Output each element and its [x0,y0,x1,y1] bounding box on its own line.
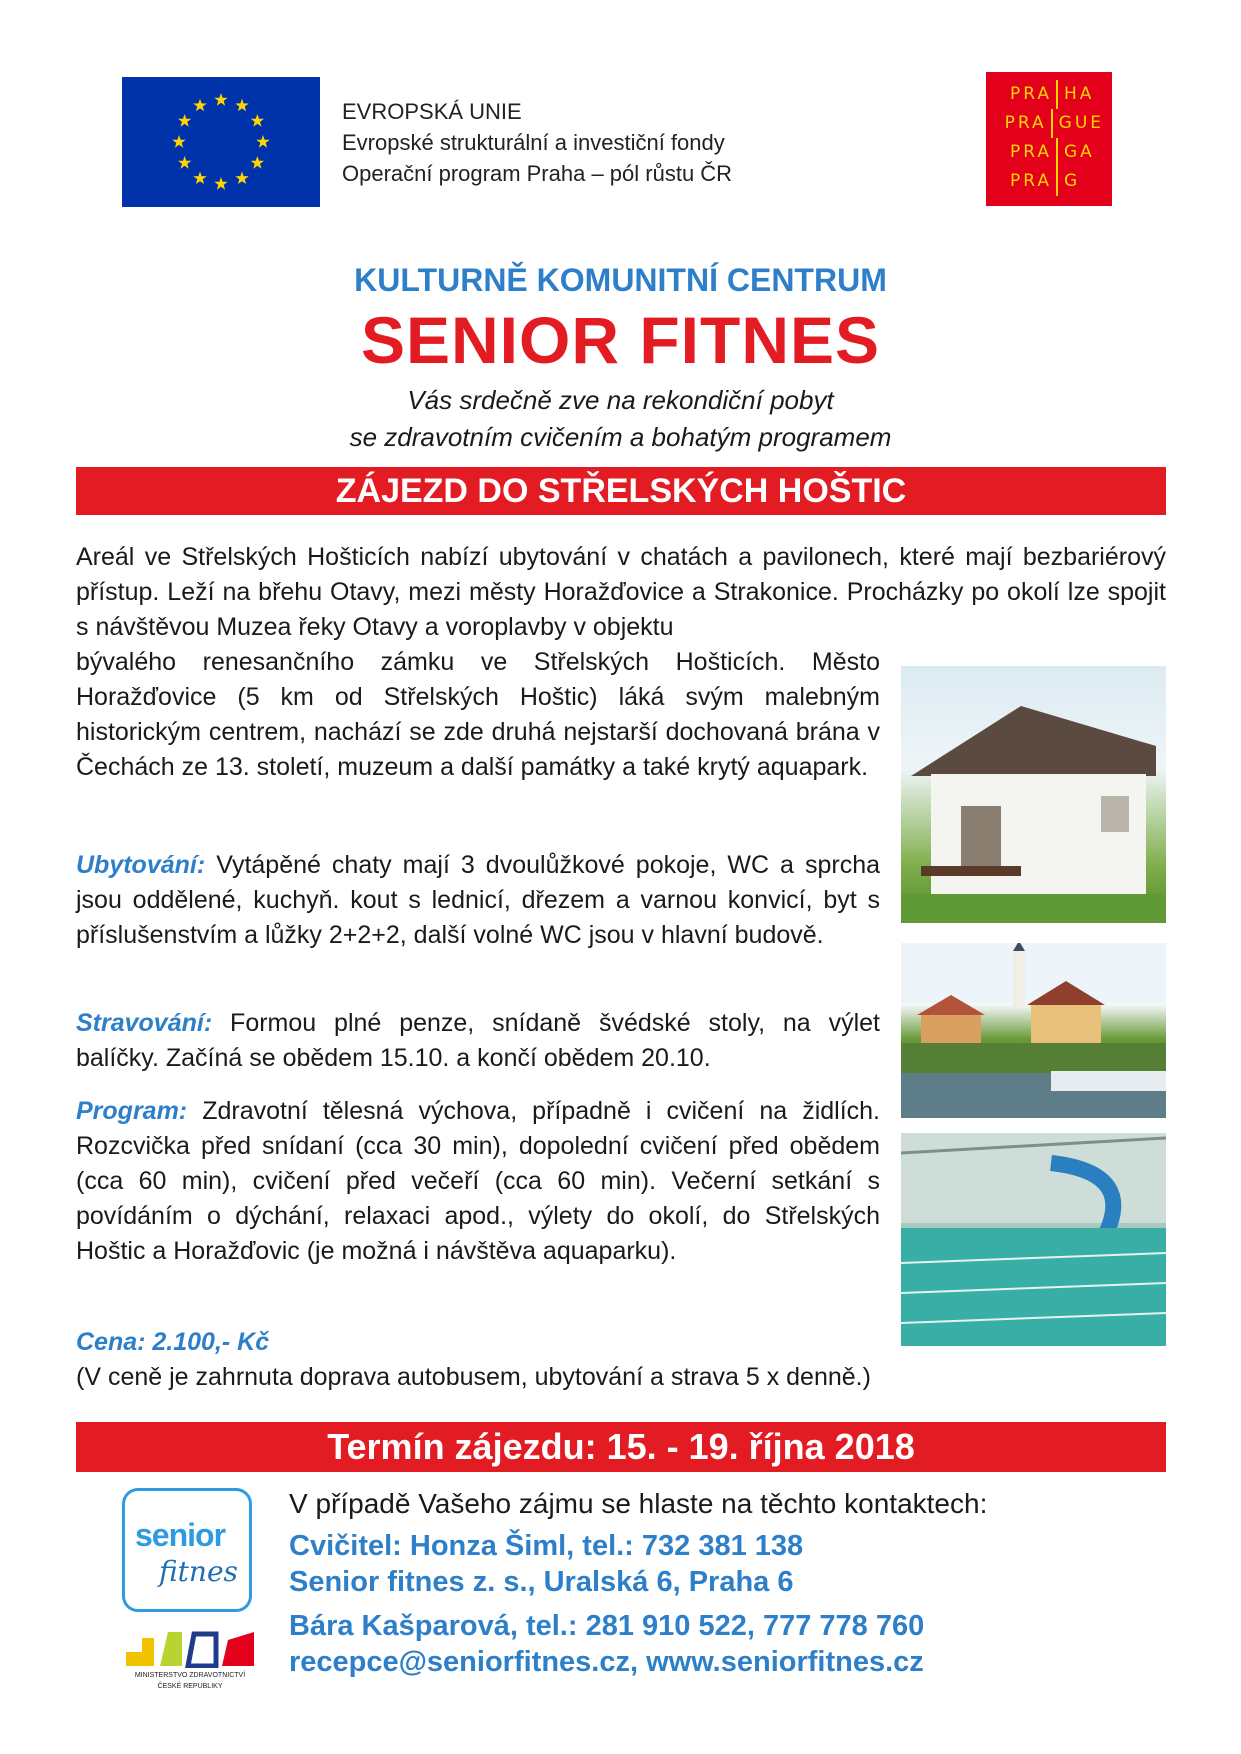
trip-banner: ZÁJEZD DO STŘELSKÝCH HOŠTIC [76,467,1166,515]
ministry-line: MINISTERSTVO ZDRAVOTNICTVÍ [134,1672,246,1679]
eu-star-icon [178,114,191,127]
price-section [76,1325,1166,1395]
praha-logo-right: G [1064,171,1081,191]
contact-instructor: Cvičitel: Honza Šiml, tel.: 732 381 138 [289,1530,804,1562]
ministry-emblem-icon [124,1628,256,1668]
accommodation-label: Ubytování: [76,851,206,879]
eu-star-icon [193,171,206,184]
eu-star-icon [235,171,248,184]
invitation-line: Vás srdečně zve na rekondiční pobyt [407,385,834,415]
contact-intro: V případě Vašeho zájmu se hlaste na těchto kontaktech: [289,1488,988,1519]
intro-paragraph: Areál ve Střelských Hošticích nabízí ubytování v chatách a pavilonech, které mají bezbariérový přístup. Leží na břehu Otavy, mezi městy Horažďovice a Strakonice. Procházky po okolí lze spojit s návštěvou Muzea řeky Otavy a voroplavby v objektu [76,543,1166,641]
program-text: Zdravotní tělesná výchova, případně i cvičení na židlích. Rozcvička před snídaní (cca 30 min), dopolední cvičení před obědem (cca 60 min), cvičení před večeří (cca 60 min). Večerní setkání s povídáním o dýchání, relaxaci apod., výlety do okolí, do Střelských Hoštic a Horažďovic (je možná i návštěva aquaparku). [76,1097,880,1265]
contact-web-email[interactable]: recepce@seniorfitnes.cz, www.seniorfitnes.cz [289,1646,924,1678]
cabin-illustration-icon [901,666,1166,923]
ministry-logo [120,1628,260,1702]
ministry-line: ČESKÉ REPUBLIKY [157,1683,223,1690]
praha-logo-left: PRA [1000,80,1058,109]
meals-text: Formou plné penze, snídaně švédské stoly, na výlet balíčky. Začíná se obědem 15.10. a končí obědem 20.10. [76,1009,880,1072]
eu-star-icon [178,156,191,169]
photo-cabin [901,666,1166,923]
page-title: SENIOR FITNES [360,303,881,377]
senior-fitnes-logo [122,1488,252,1612]
eu-star-icon [235,99,248,112]
eu-star-icon [251,156,264,169]
praha-logo-right: GUE [1058,113,1104,133]
eu-line: Operační program Praha – pól růstu ČR [342,161,733,186]
eu-star-icon [172,135,185,148]
praha-logo-left: PRA [1000,109,1053,138]
eu-line: EVROPSKÁ UNIE [342,99,522,124]
invitation-text [60,382,1181,456]
accommodation-section [76,848,880,953]
eu-star-icon [256,135,269,148]
praha-logo-left: PRA [1000,138,1058,167]
praha-logo-right: GA [1064,142,1095,162]
praha-logo-right: HA [1064,84,1095,104]
invitation-line: se zdravotním cvičením a bohatým programem [349,422,892,452]
eu-text-block [342,96,732,189]
pool-illustration-icon [901,1133,1166,1346]
photo-town [901,943,1166,1118]
eu-stars-icon [122,77,320,207]
term-banner: Termín zájezdu: 15. - 19. října 2018 [76,1422,1166,1472]
praha-logo-left: PRA [1000,167,1058,196]
program-section [76,1094,880,1269]
price-note: (V ceně je zahrnuta doprava autobusem, ubytování a strava 5 x denně.) [76,1363,871,1391]
town-illustration-icon [901,943,1166,1118]
eu-star-icon [251,114,264,127]
logo-text-top: senior [135,1517,226,1553]
photo-aquapark [901,1133,1166,1346]
contact-phone: Bára Kašparová, tel.: 281 910 522, 777 778 760 [289,1610,925,1642]
eu-star-icon [214,177,227,190]
eu-line: Evropské strukturální a investiční fondy [342,130,725,155]
logo-text-bottom: fitnes [159,1555,238,1588]
contact-address: Senior fitnes z. s., Uralská 6, Praha 6 [289,1566,794,1598]
praha-logo [986,72,1112,206]
intro-paragraph-continued: bývalého renesančního zámku ve Střelských Hošticích. Město Horažďovice (5 km od Střelských Hoštic) láká svým malebným historickým centrem, nachází se zde druhá nejstarší dochovaná brána v Čechách ze 13. století, muzeum a další památky a také krytý aquapark. [76,648,880,781]
eu-star-icon [193,99,206,112]
center-kicker: KULTURNĚ KOMUNITNÍ CENTRUM [354,262,887,298]
price-label: Cena: 2.100,- Kč [76,1328,270,1356]
accommodation-text: Vytápěné chaty mají 3 dvoulůžkové pokoje, WC a sprcha jsou oddělené, kuchyň. kout s lednicí, dřezem a varnou konvicí, byt s příslušenstvím a lůžky 2+2+2, další volné WC jsou v hlavní budově. [76,851,880,949]
program-label: Program: [76,1097,188,1125]
eu-star-icon [214,93,227,106]
meals-label: Stravování: [76,1009,213,1037]
eu-flag [122,77,320,207]
meals-section [76,1006,880,1076]
